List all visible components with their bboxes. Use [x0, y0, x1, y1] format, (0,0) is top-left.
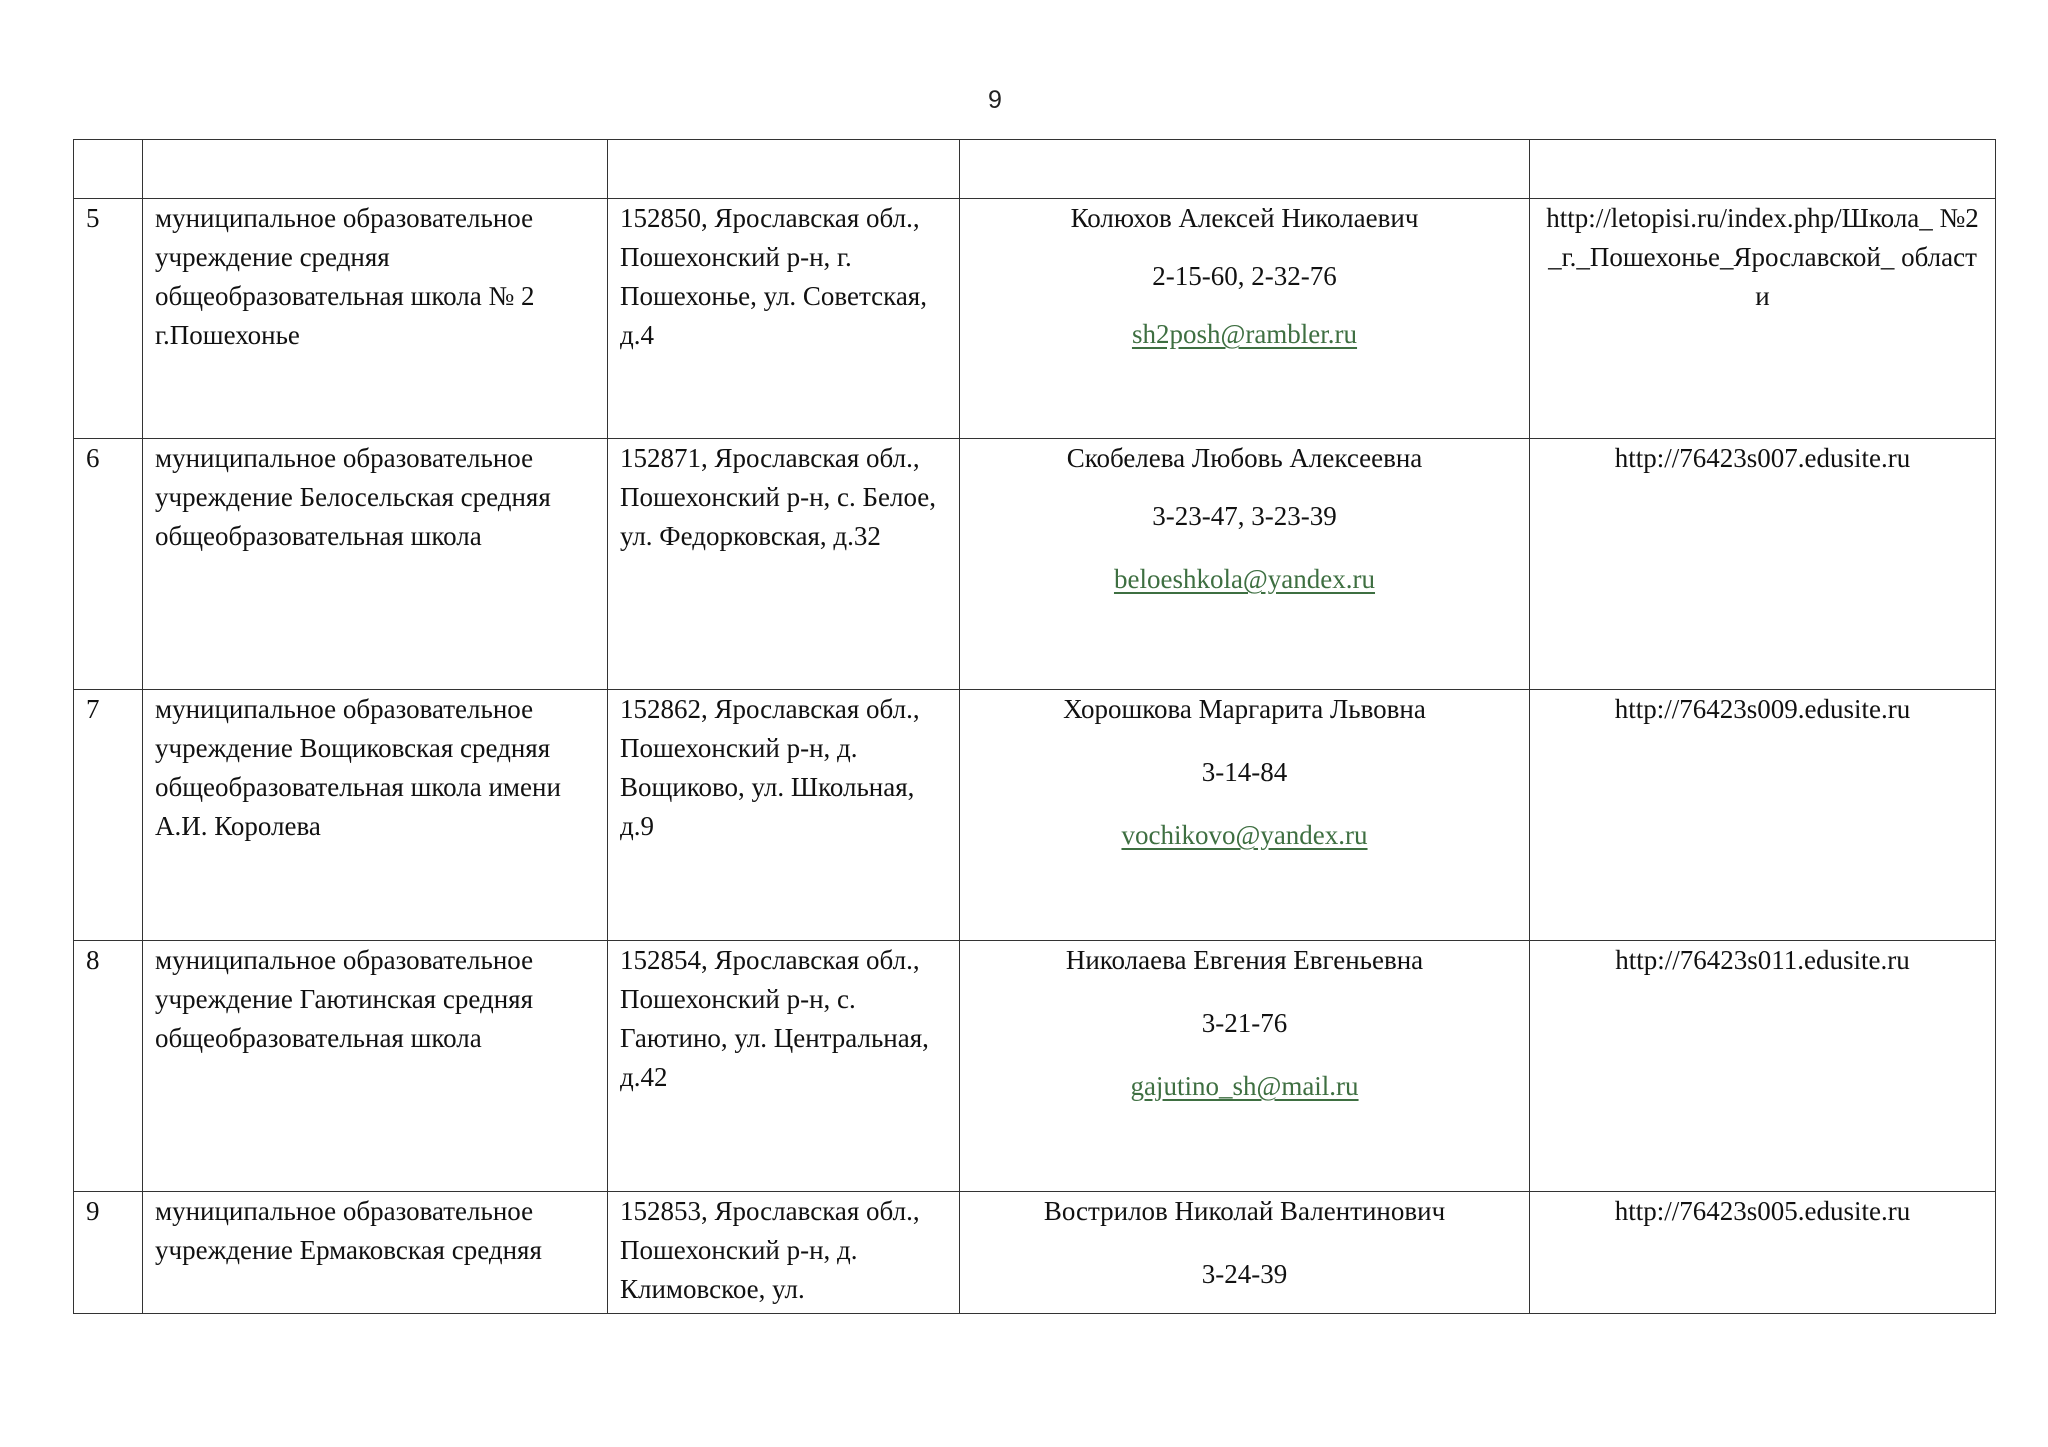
- table-row: [74, 690, 1996, 941]
- school-address: 152871, Ярославская обл., Пошехонский р-н, с. Белое, ул. Федорковская, д.32: [608, 439, 960, 690]
- row-number: 7: [74, 690, 143, 941]
- contact-cell: [960, 199, 1530, 439]
- row-number: 6: [74, 439, 143, 690]
- row-number: 9: [74, 1192, 143, 1314]
- school-name: муниципальное образовательное учреждение Вощиковская средняя общеобразовательная школа имени А.И. Королева: [143, 690, 608, 941]
- director-name: Скобелева Любовь Алексеевна: [1066, 443, 1423, 473]
- phone-numbers: 3-14-84: [1201, 757, 1288, 787]
- phone-numbers: 3-23-47, 3-23-39: [1152, 501, 1337, 531]
- contact-cell: [960, 690, 1530, 941]
- email-link[interactable]: gajutino_sh@mail.ru: [1130, 1071, 1359, 1101]
- site-url[interactable]: http://76423s009.edusite.ru: [1614, 694, 1911, 724]
- contact-cell: [960, 1192, 1530, 1314]
- schools-table: [73, 139, 1996, 1314]
- director-name: Николаева Евгения Евгеньевна: [1065, 945, 1424, 975]
- email-link[interactable]: beloeshkola@yandex.ru: [1113, 564, 1376, 594]
- email-link[interactable]: vochikovo@yandex.ru: [1121, 820, 1368, 850]
- school-name: муниципальное образовательное учреждение Гаютинская средняя общеобразовательная школа: [143, 941, 608, 1192]
- header-cell-num: [74, 140, 143, 199]
- phone-numbers: 3-21-76: [1201, 1008, 1288, 1038]
- site-cell: [1530, 1192, 1996, 1314]
- table-row: [74, 199, 1996, 439]
- site-cell: [1530, 690, 1996, 941]
- school-address: 152854, Ярославская обл., Пошехонский р-н, с. Гаютино, ул. Центральная, д.42: [608, 941, 960, 1192]
- table-row: [74, 1192, 1996, 1314]
- site-cell: [1530, 199, 1996, 439]
- site-cell: [1530, 941, 1996, 1192]
- site-url[interactable]: http://76423s007.edusite.ru: [1614, 443, 1911, 473]
- row-number: 5: [74, 199, 143, 439]
- site-url[interactable]: http://76423s011.edusite.ru: [1615, 945, 1910, 975]
- header-cell-name: [143, 140, 608, 199]
- site-url[interactable]: http://letopisi.ru/index.php/Школа_ №2_г._Пошехонье_Ярославской_ области: [1546, 203, 1979, 311]
- director-name: Хорошкова Маргарита Львовна: [1063, 694, 1426, 724]
- page-number: 9: [988, 86, 1002, 114]
- table-header-row: [74, 140, 1996, 199]
- school-name: муниципальное образовательное учреждение средняя общеобразовательная школа № 2 г.Пошехонье: [143, 199, 608, 439]
- school-address: 152850, Ярославская обл., Пошехонский р-н, г. Пошехонье, ул. Советская, д.4: [608, 199, 960, 439]
- site-url[interactable]: http://76423s005.edusite.ru: [1614, 1196, 1911, 1226]
- header-cell-address: [608, 140, 960, 199]
- school-name: муниципальное образовательное учреждение Белосельская средняя общеобразовательная школа: [143, 439, 608, 690]
- director-name: Колюхов Алексей Николаевич: [1070, 203, 1419, 233]
- director-name: Вострилов Николай Валентинович: [1043, 1196, 1446, 1226]
- contact-cell: [960, 439, 1530, 690]
- phone-numbers: 3-24-39: [1201, 1259, 1288, 1289]
- table-row: [74, 941, 1996, 1192]
- row-number: 8: [74, 941, 143, 1192]
- email-link[interactable]: sh2posh@rambler.ru: [1131, 319, 1358, 349]
- phone-numbers: 2-15-60, 2-32-76: [1152, 261, 1337, 291]
- header-cell-site: [1530, 140, 1996, 199]
- school-name: муниципальное образовательное учреждение Ермаковская средняя: [143, 1192, 608, 1314]
- table-row: [74, 439, 1996, 690]
- school-address: 152862, Ярославская обл., Пошехонский р-н, д. Вощиково, ул. Школьная, д.9: [608, 690, 960, 941]
- school-address: 152853, Ярославская обл., Пошехонский р-н, д. Климовское, ул.: [608, 1192, 960, 1314]
- site-cell: [1530, 439, 1996, 690]
- contact-cell: [960, 941, 1530, 1192]
- header-cell-contact: [960, 140, 1530, 199]
